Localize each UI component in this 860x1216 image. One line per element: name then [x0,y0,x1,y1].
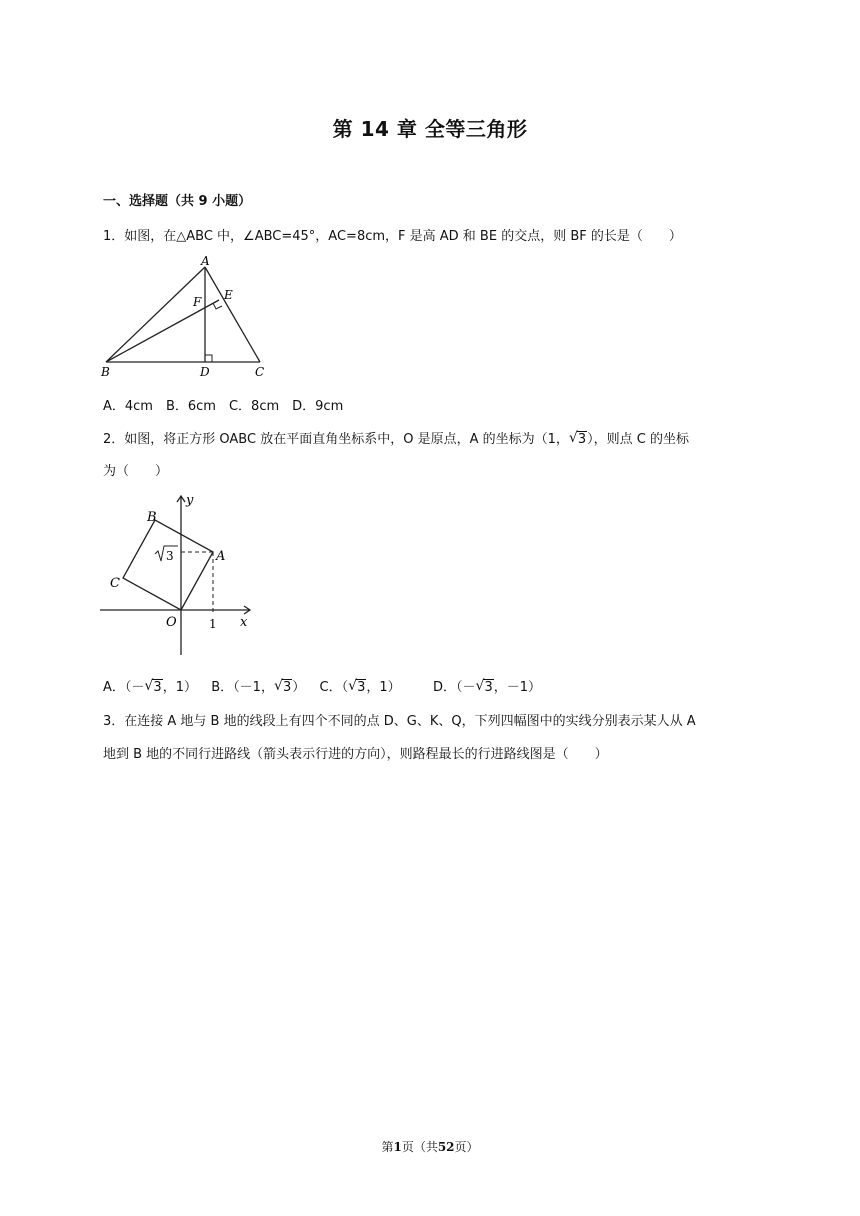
page-title: 第 14 章 全等三角形 [332,117,528,141]
label-a: A [201,255,210,268]
question-3-text: 3．在连接 A 地与 B 地的线段上有四个不同的点 D、G、K、Q，下列四幅图中的实线分别表示某人从 A [103,714,696,729]
question-2-figure [100,490,260,660]
page-footer: 第1页（共52页） [381,1140,479,1154]
altitude-be [106,300,219,362]
question-1-figure [100,255,270,380]
label-b: B [147,510,157,525]
option-a: A．（－ √ 3，1） [103,678,197,695]
label-x: x [240,615,248,630]
label-c: C [110,576,120,591]
section-heading: 一、选择题（共 9 小题） [103,194,252,209]
label-sqrt3 [155,546,178,563]
question-3-text-continued: 地到 B 地的不同行进路线（箭头表示行进的方向），则路程最长的行进路线图是（ ） [103,747,608,762]
label-c: C [255,365,265,379]
option-b: B．（－1， √ 3） [211,678,306,695]
question-2-text: 2．如图，将正方形 OABC 放在平面直角坐标系中，O 是原点，A 的坐标为（1， √ 3），则点 C 的坐标 [103,430,689,447]
right-angle-e [213,303,222,309]
option-d: D．（－ √ 3，－1） [432,678,542,695]
question-2-options [103,676,541,695]
label-f: F [193,295,202,309]
label-y: y [186,493,194,508]
question-1-text: 1．如图，在△ABC 中，∠ABC=45°，AC=8cm，F 是高 AD 和 BE 的交点，则 BF 的长是（ ） [103,229,682,244]
question-1-options: A．4cm B．6cm C．8cm D．9cm [103,399,344,414]
page-total: 52 [437,1140,455,1154]
label-one: 1 [209,617,217,631]
label-b: B [101,365,110,379]
label-o: O [166,615,177,630]
side-ac [205,267,260,362]
label-e: E [224,288,233,302]
page-number: 1 [393,1140,402,1154]
square-oabc [123,520,213,610]
label-a: A [216,549,226,564]
sqrt-symbol: √ 3 [568,430,587,447]
side-ab [106,267,205,362]
option-c: C．（ √ 3，1） [319,678,401,695]
svg-text:3: 3 [166,549,174,563]
label-d: D [200,365,210,379]
question-2-text-continued: 为（ ） [103,464,169,479]
right-angle-d [205,355,212,362]
